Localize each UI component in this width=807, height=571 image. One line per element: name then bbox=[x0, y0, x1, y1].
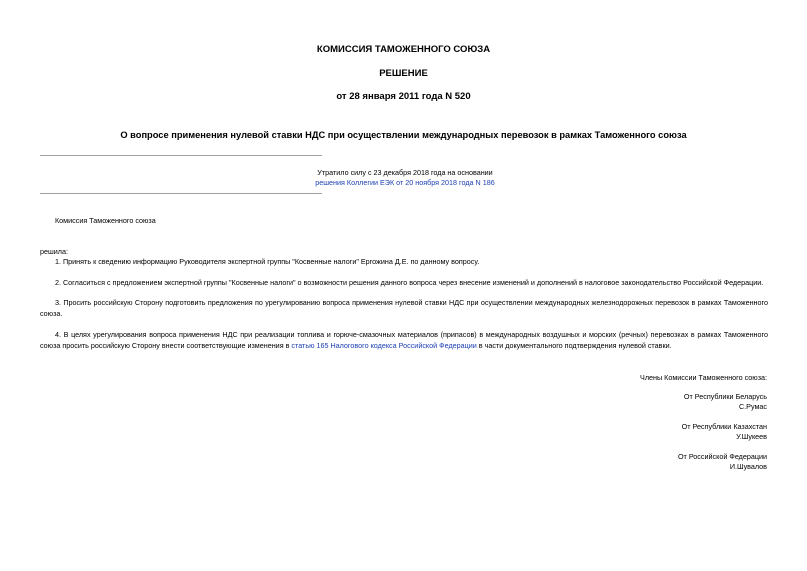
signature-name: С.Румас bbox=[738, 402, 767, 411]
decided-label: решила: bbox=[40, 247, 68, 256]
status-note: Утратило силу с 23 декабря 2018 года на основании bbox=[317, 168, 493, 177]
doc-type: РЕШЕНИЕ bbox=[379, 68, 428, 79]
signature-country: От Республики Казахстан bbox=[681, 422, 767, 431]
signature-country: От Республики Беларусь bbox=[683, 392, 767, 401]
issuer: Комиссия Таможенного союза bbox=[55, 216, 156, 225]
signatures-heading: Члены Комиссии Таможенного союза: bbox=[640, 373, 767, 382]
doc-date-number: от 28 января 2011 года N 520 bbox=[336, 91, 471, 102]
signature-name: И.Шувалов bbox=[729, 462, 767, 471]
paragraph-4-text-start: 4. В целях урегулирования вопроса применения НДС при реализации топлива и горюче-смазочных материалов (припасов) в международных воздушных и морских (речных) перевозках в рамках Таможенного союза просить российскую Сторону внести соответствующие изменения в bbox=[40, 330, 768, 350]
paragraph-1: 1. Принять к сведению информацию Руководителя экспертной группы "Косвенные налоги" Ергожина Д.Е. по данному вопросу. bbox=[55, 257, 480, 266]
status-link[interactable]: решения Коллегии ЕЭК от 20 ноября 2018 года N 186 bbox=[315, 178, 495, 187]
divider-top bbox=[40, 155, 322, 156]
tax-code-link[interactable]: статью 165 Налогового кодекса Российской Федерации bbox=[291, 340, 477, 350]
divider-bottom bbox=[40, 193, 322, 194]
signature-name: У.Шукеев bbox=[736, 432, 767, 441]
paragraph-4 bbox=[40, 330, 768, 351]
paragraph-3: 3. Просить российскую Сторону подготовить предложения по урегулированию вопроса применения нулевой ставки НДС при осуществлении международных железнодорожных перевозок в рамках Таможенного союза. bbox=[40, 298, 768, 318]
org-title: КОМИССИЯ ТАМОЖЕННОГО СОЮЗА bbox=[316, 44, 491, 55]
doc-title: О вопросе применения нулевой ставки НДС при осуществлении международных перевозок в рамках Таможенного союза bbox=[120, 130, 687, 140]
signature-country: От Российской Федерации bbox=[677, 452, 767, 461]
paragraph-4-text-end: в части документального подтверждения нулевой ставки. bbox=[476, 340, 672, 350]
paragraph-2: 2. Согласиться с предложением экспертной группы "Косвенные налоги" о возможности решения данного вопроса через внесение изменений и дополнений в налоговое законодательство Российской Федерации. bbox=[55, 278, 764, 287]
